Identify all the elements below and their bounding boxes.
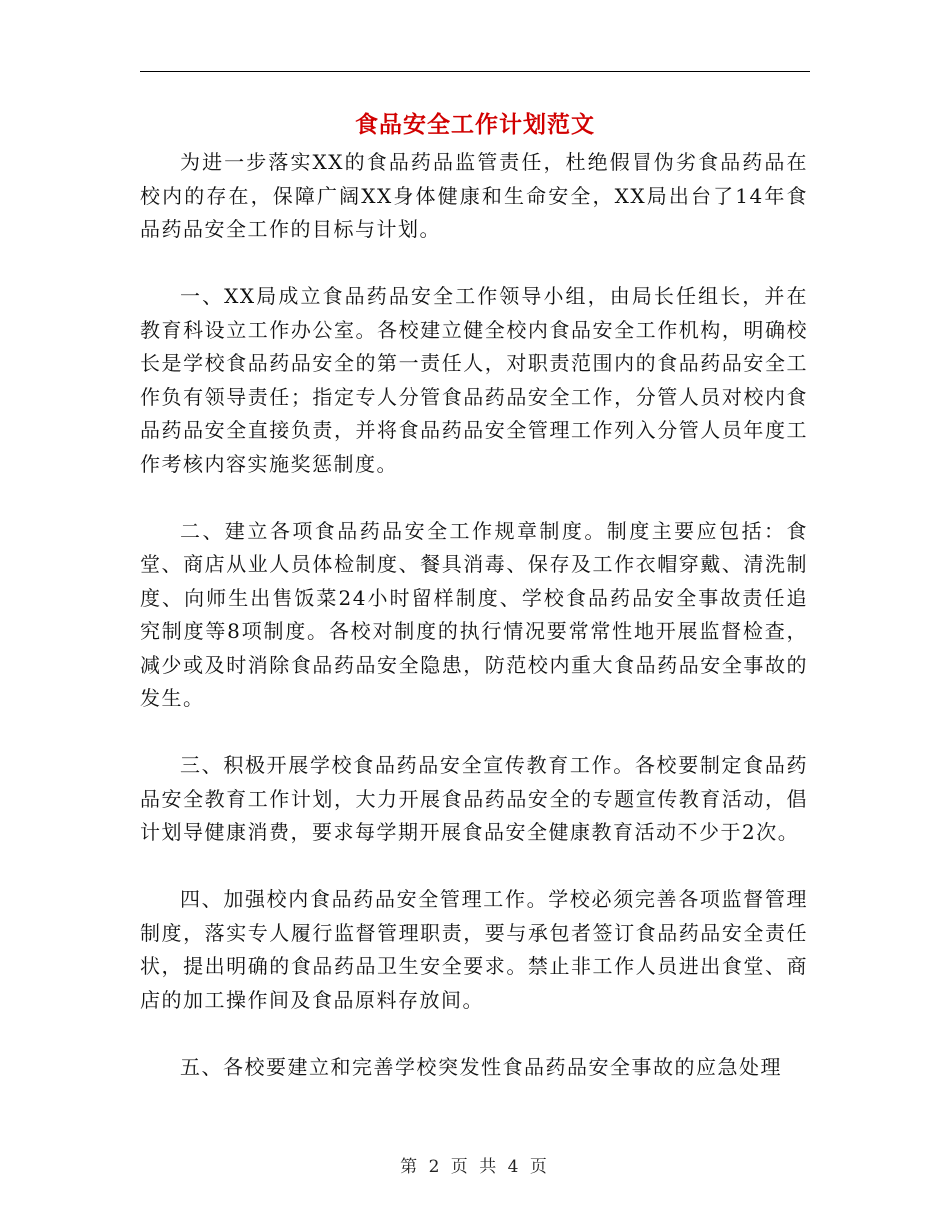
- paragraph-gap: [140, 481, 808, 515]
- paragraph-gap: [140, 1017, 808, 1051]
- paragraph-gap: [140, 716, 808, 750]
- paragraph-section-4: 四、加强校内食品药品安全管理工作。学校必须完善各项监督管理制度，落实专人履行监督管理职责，要与承包者签订食品药品安全责任状，提出明确的食品药品卫生安全要求。禁止非工作人员进出食堂、商店的加工操作间及食品原料存放间。: [140, 887, 808, 1012]
- page-number-footer: 第 2 页 共 4 页: [400, 1157, 550, 1177]
- paragraph-section-3: 三、积极开展学校食品药品安全宣传教育工作。各校要制定食品药品安全教育工作计划，大力开展食品药品安全的专题宣传教育活动，倡计划导健康消费，要求每学期开展食品安全健康教育活动不少于2次。: [140, 753, 808, 844]
- paragraph-gap: [140, 850, 808, 884]
- header-rule: [140, 71, 810, 72]
- paragraph-intro: 为进一步落实XX的食品药品监管责任，杜绝假冒伪劣食品药品在校内的存在，保障广阔XX身体健康和生命安全，XX局出台了14年食品药品安全工作的目标与计划。: [140, 150, 808, 241]
- paragraph-section-1: 一、XX局成立食品药品安全工作领导小组，由局长任组长，并在教育科设立工作办公室。各校建立健全校内食品安全工作机构，明确校长是学校食品药品安全的第一责任人，对职责范围内的食品药品安全工作负有领导责任；指定专人分管食品药品安全工作，分管人员对校内食品药品安全直接负责，并将食品药品安全管理工作列入分管人员年度工作考核内容实施奖惩制度。: [140, 284, 808, 476]
- paragraph-section-5: 五、各校要建立和完善学校突发性食品药品安全事故的应急处理: [180, 1054, 782, 1079]
- paragraph-section-2: 二、建立各项食品药品安全工作规章制度。制度主要应包括：食堂、商店从业人员体检制度、餐具消毒、保存及工作衣帽穿戴、清洗制度、向师生出售饭菜24小时留样制度、学校食品药品安全事故责任追究制度等8项制度。各校对制度的执行情况要常常性地开展监督检查，减少或及时消除食品药品安全隐患，防范校内重大食品药品安全事故的发生。: [140, 518, 808, 710]
- paragraph-gap: [140, 247, 808, 281]
- document-body: [140, 146, 808, 1084]
- document-title: 食品安全工作计划范文: [355, 111, 595, 138]
